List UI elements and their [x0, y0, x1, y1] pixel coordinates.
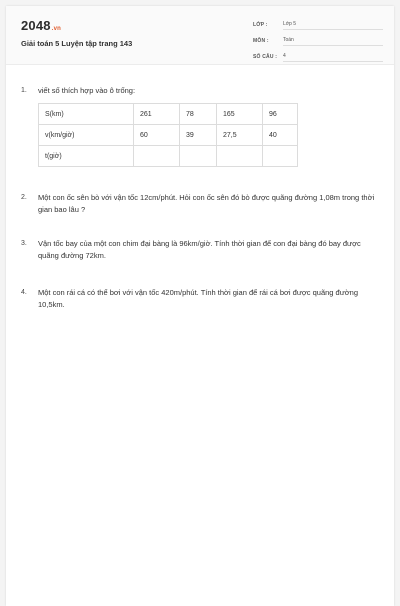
question-text: Một con rái cá có thể bơi với vận tốc 420m/phút. Tính thời gian để rái cá bơi được quãng đường 10,5km.	[38, 288, 358, 309]
question-number: 2.	[21, 194, 27, 201]
question-text: viết số thích hợp vào ô trống:	[38, 86, 136, 95]
table-cell: t(giờ)	[39, 146, 134, 167]
table-cell: 96	[263, 104, 298, 125]
table-cell: 39	[180, 125, 217, 146]
site-logo[interactable]	[21, 18, 61, 33]
table-cell: S(km)	[39, 104, 134, 125]
worksheet-meta	[253, 22, 383, 70]
table-cell: 60	[134, 125, 180, 146]
table-cell: 27,5	[217, 125, 263, 146]
answer-cell[interactable]	[134, 146, 180, 167]
answer-cell[interactable]	[217, 146, 263, 167]
table-cell: 78	[180, 104, 217, 125]
question-text: Vận tốc bay của một con chim đại bàng là 96km/giờ. Tính thời gian để con đại bàng đó bay được quãng đường 72km.	[38, 239, 361, 260]
table-cell: 40	[263, 125, 298, 146]
table-cell: v(km/giờ)	[39, 125, 134, 146]
meta-label-subject: MÔN :	[253, 38, 269, 44]
worksheet-header	[6, 6, 394, 65]
table-cell: 165	[217, 104, 263, 125]
answer-cell[interactable]	[263, 146, 298, 167]
meta-value-class: Lớp 5	[283, 21, 383, 30]
page-title: Giải toán 5 Luyện tập trang 143	[21, 39, 133, 48]
table-row	[39, 104, 298, 125]
meta-row-class	[253, 22, 383, 38]
answer-table	[38, 103, 298, 167]
meta-row-subject	[253, 38, 383, 54]
meta-row-count	[253, 54, 383, 70]
logo-suffix: .vn	[51, 26, 62, 32]
worksheet-page	[6, 6, 394, 606]
table-row	[39, 146, 298, 167]
question-text: Một con ốc sên bò với vận tốc 12cm/phút. Hỏi con ốc sên đó bò được quãng đường 1,08m trong thời gian bao lâu ?	[38, 193, 375, 214]
meta-value-subject: Toán	[283, 37, 383, 46]
question-number: 4.	[21, 289, 27, 296]
meta-value-count: 4	[283, 53, 383, 62]
meta-label-class: LỚP :	[253, 22, 268, 28]
question-number: 3.	[21, 240, 27, 247]
answer-cell[interactable]	[180, 146, 217, 167]
meta-label-count: SỐ CÂU :	[253, 54, 278, 60]
table-row	[39, 125, 298, 146]
table-cell: 261	[134, 104, 180, 125]
logo-text: 2048	[21, 18, 51, 33]
question-number: 1.	[21, 87, 27, 94]
